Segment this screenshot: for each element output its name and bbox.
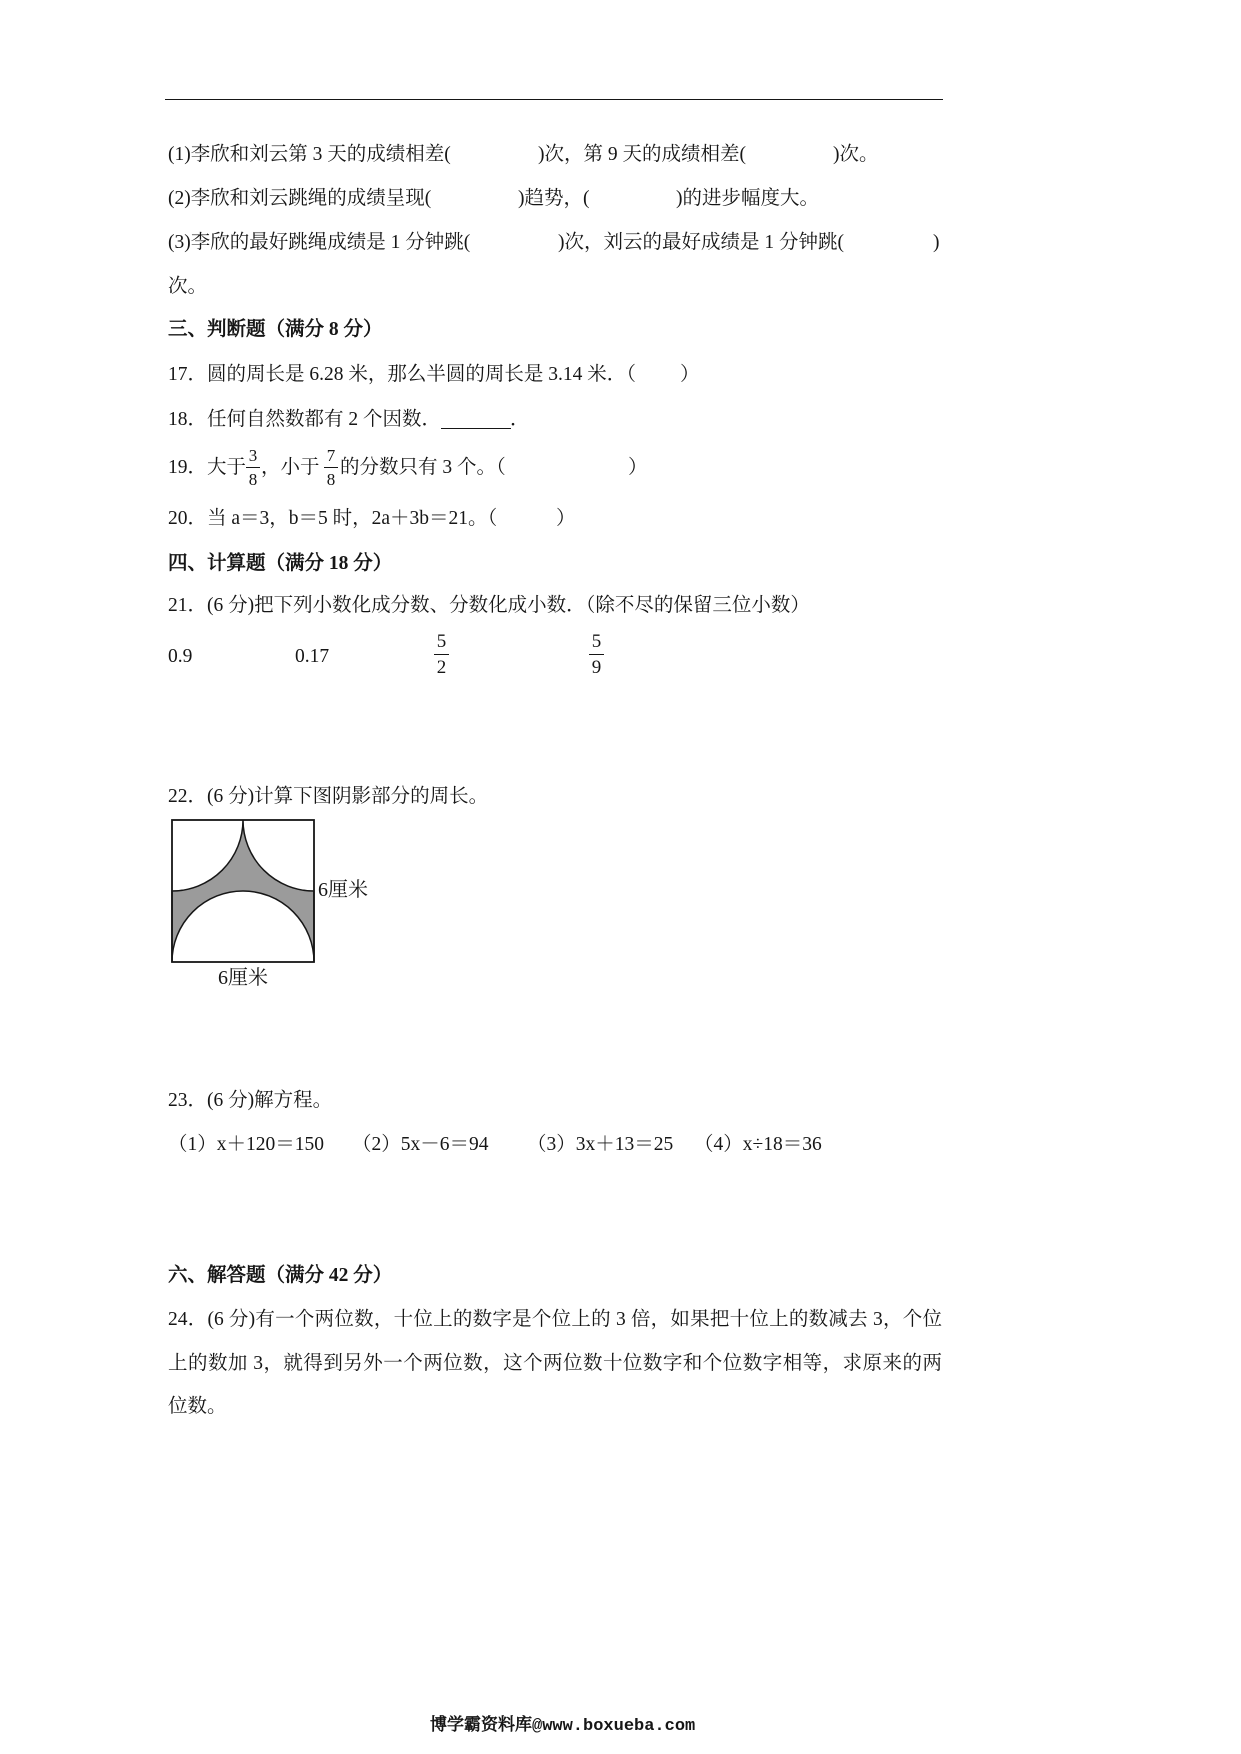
- q16-line-4-text: 次。: [168, 276, 208, 297]
- figure-bottom-length-label: 6厘米: [218, 967, 268, 989]
- q21-text: 21．(6 分)把下列小数化成分数、分数化成小数．（除不尽的保留三位小数）: [168, 595, 810, 616]
- question-19: [0, 444, 1241, 492]
- q18-answer-underline: [441, 406, 511, 429]
- q21-items-row: [0, 643, 1241, 671]
- q20-text: 20．当 a＝3，b＝5 时，2a＋3b＝21。（: [168, 508, 498, 529]
- q19-close-paren: ）: [628, 457, 648, 478]
- question-21: [0, 592, 1241, 620]
- q19-fraction-1: [246, 447, 260, 488]
- q21-fraction-1: [434, 632, 449, 677]
- question-22: [0, 783, 1241, 811]
- q19-fraction-2-numerator: 7: [324, 447, 338, 468]
- shaded-region: [172, 820, 314, 962]
- section-3-title: 三、判断题（满分 8 分）: [168, 319, 383, 340]
- question-23: [0, 1087, 1241, 1115]
- q19-fraction-1-numerator: 3: [246, 447, 260, 468]
- q16-line-3: [0, 229, 1241, 257]
- q16-line-2-part-a: (2)李欣和刘云跳绳的成绩呈现(: [168, 188, 432, 209]
- question-18: [0, 406, 1241, 434]
- q21-fraction-2-numerator: 5: [589, 632, 604, 655]
- figure-side-length-label: 6厘米: [318, 879, 368, 901]
- q22-text: 22．(6 分)计算下图阴影部分的周长。: [168, 786, 489, 807]
- q16-line-2-part-b: )趋势，(: [518, 188, 590, 209]
- q21-decimal-2: 0.17: [295, 646, 330, 667]
- q16-line-4: [0, 273, 1241, 301]
- q18-end-mark: ．: [510, 409, 530, 430]
- footer-site-name: 博学霸资料库: [430, 1715, 532, 1734]
- section-4-heading: [0, 550, 1241, 578]
- footer-url: @www.boxueba.com: [532, 1717, 696, 1736]
- q16-line-1-part-c: )次。: [833, 144, 879, 165]
- q23-equation-4: （4）x÷18＝36: [694, 1134, 822, 1155]
- q24-line-2: 上的数加 3，就得到另外一个两位数，这个两位数十位数字和个位数字相等，求原来的两: [168, 1353, 942, 1374]
- q16-line-3-part-c: ): [933, 232, 940, 253]
- q21-decimal-1: 0.9: [168, 646, 193, 667]
- q20-close-paren: ）: [556, 508, 576, 529]
- q17-close-paren: ）: [680, 364, 700, 385]
- q23-equations-row: [0, 1131, 1241, 1159]
- section-4-title: 四、计算题（满分 18 分）: [168, 553, 393, 574]
- q19-fraction-2-denominator: 8: [326, 470, 336, 489]
- q23-equation-3: （3）3x＋13＝25: [527, 1134, 674, 1155]
- question-20: [0, 505, 1241, 533]
- q19-fraction-2: [324, 447, 338, 488]
- q23-text: 23．(6 分)解方程。: [168, 1090, 333, 1111]
- q16-line-1: [0, 141, 1241, 169]
- q16-line-3-part-a: (3)李欣的最好跳绳成绩是 1 分钟跳(: [168, 232, 471, 253]
- section-6-heading: [0, 1262, 1241, 1290]
- q23-equation-1: （1）x＋120＝150: [168, 1134, 325, 1155]
- q24-line-3: 位数。: [168, 1396, 227, 1417]
- q21-fraction-2-denominator: 9: [591, 657, 602, 678]
- q23-equation-2: （2）5x－6＝94: [352, 1134, 489, 1155]
- q18-text: 18．任何自然数都有 2 个因数．: [168, 409, 442, 430]
- section-6-title: 六、解答题（满分 42 分）: [168, 1265, 393, 1286]
- q16-line-1-part-a: (1)李欣和刘云第 3 天的成绩相差(: [168, 144, 451, 165]
- shaded-square-figure: [170, 818, 316, 964]
- q19-fraction-1-denominator: 8: [248, 470, 258, 489]
- q19-middle: ，小于: [261, 457, 320, 478]
- q19-after: 的分数只有 3 个。（: [340, 457, 506, 478]
- q19-before: 19．大于: [168, 457, 247, 478]
- q24-line-3-wrap: [0, 1393, 1241, 1421]
- section-3-heading: [0, 316, 1241, 344]
- question-17: [0, 361, 1241, 389]
- q21-fraction-2: [589, 632, 604, 677]
- q21-fraction-1-denominator: 2: [436, 657, 447, 678]
- q16-line-2: [0, 185, 1241, 213]
- page-footer: [430, 1712, 695, 1738]
- header-rule: [165, 99, 943, 100]
- q16-line-2-part-c: )的进步幅度大。: [676, 188, 819, 209]
- q21-fraction-1-numerator: 5: [434, 632, 449, 655]
- q17-text: 17．圆的周长是 6.28 米，那么半圆的周长是 3.14 米．（: [168, 364, 637, 385]
- q16-line-1-part-b: )次，第 9 天的成绩相差(: [538, 144, 746, 165]
- q24-line-1: 24．(6 分)有一个两位数，十位上的数字是个位上的 3 倍，如果把十位上的数减去 3，个位: [168, 1309, 942, 1330]
- q16-line-3-part-b: )次，刘云的最好成绩是 1 分钟跳(: [558, 232, 844, 253]
